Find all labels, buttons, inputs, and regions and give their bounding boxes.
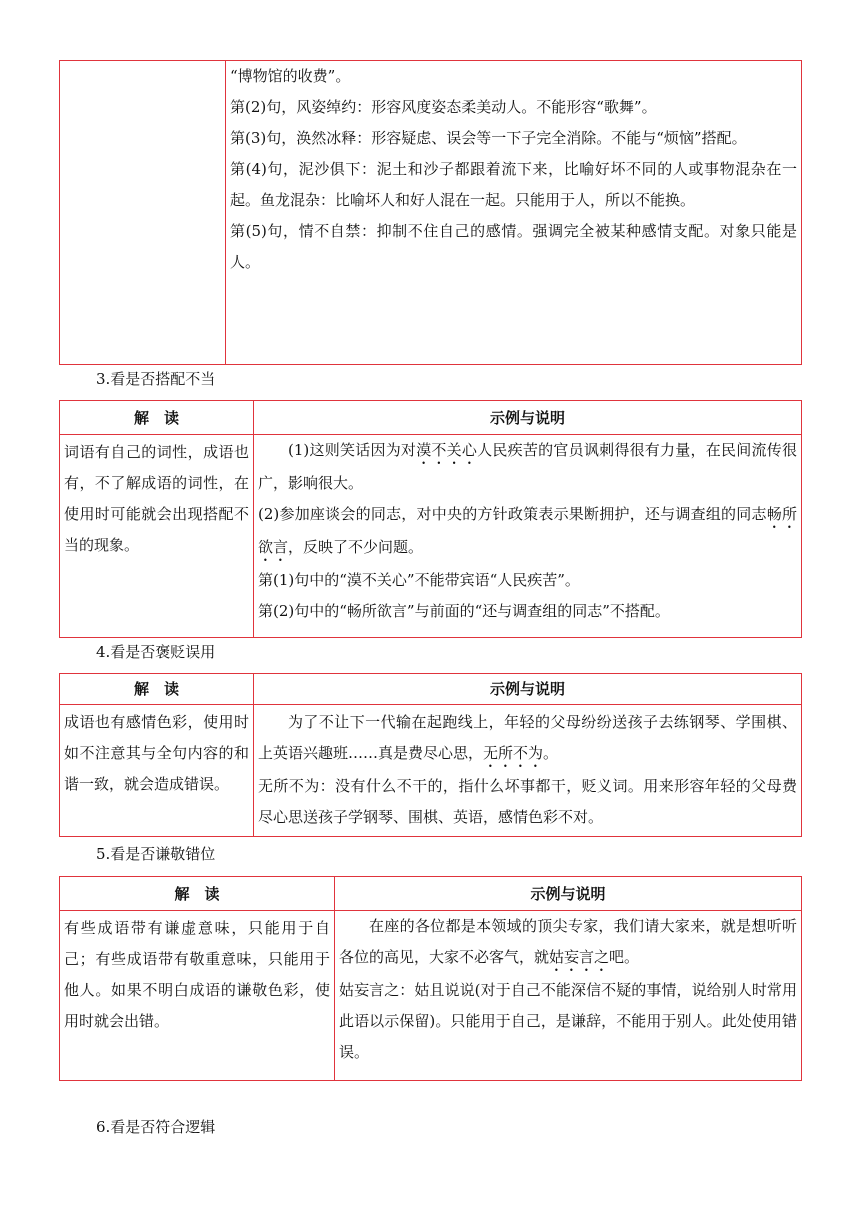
empty-cell	[60, 61, 226, 365]
explanation-line: 无所不为：没有什么不干的，指什么坏事都干，贬义词。用来形容年轻的父母费尽心思送孩子学钢琴、围棋、英语，感情色彩不对。	[258, 777, 797, 826]
table-idiom-explanations-continued	[59, 60, 802, 365]
reading-text: 成语也有感情色彩，使用时如不注意其与全句内容的和谐一致，就会造成错误。	[64, 713, 249, 793]
col-header-reading: 解 读	[60, 877, 335, 911]
explanation-line: 第(1)句中的“漠不关心”不能带宾语“人民疾苦”。	[258, 571, 580, 589]
emphasized-idiom: 姑妄言之	[549, 948, 610, 966]
emphasized-idiom: 畅所欲言	[258, 505, 797, 556]
explanation-line: 第(4)句，泥沙俱下：泥土和沙子都跟着流下来，比喻好坏不同的人或事物混杂在一起。鱼龙混杂：比喻坏人和好人混在一起。只能用于人，所以不能换。	[230, 160, 797, 209]
example-cell	[335, 911, 802, 1081]
section-heading: 6.看是否符合逻辑	[96, 1118, 216, 1136]
reading-cell	[60, 705, 254, 837]
explanation-line: 姑妄言之：姑且说说(对于自己不能深信不疑的事情，说给别人时常用此语以示保留)。只能用于自己，是谦辞，不能用于别人。此处使用错误。	[339, 981, 797, 1061]
explanation-line: 第(2)句，风姿绰约：形容风度姿态柔美动人。不能形容“歌舞”。	[230, 98, 657, 116]
table-collocation	[59, 400, 802, 638]
table-modesty-respect	[59, 876, 802, 1081]
example-cell	[254, 435, 802, 638]
col-header-reading: 解 读	[60, 401, 254, 435]
reading-text: 词语有自己的词性，成语也有，不了解成语的词性，在使用时可能就会出现搭配不当的现象。	[64, 443, 249, 554]
explanation-line: “博物馆的收费”。	[230, 67, 351, 85]
section-heading: 5.看是否谦敬错位	[96, 845, 216, 863]
section-heading: 3.看是否搭配不当	[96, 370, 216, 388]
explanation-line: 第(5)句，情不自禁：抑制不住自己的感情。强调完全被某种感情支配。对象只能是人。	[230, 222, 797, 271]
col-header-reading: 解 读	[60, 674, 254, 705]
explanation-line: 第(2)句中的“畅所欲言”与前面的“还与调查组的同志”不搭配。	[258, 602, 670, 620]
example-sentence: 为了不让下一代输在起跑线上，年轻的父母纷纷送孩子去练钢琴、学围棋、上英语兴趣班……真是费尽心思，无所不为。	[258, 713, 797, 762]
col-header-example: 示例与说明	[254, 401, 802, 435]
col-header-example: 示例与说明	[254, 674, 802, 705]
section-heading: 4.看是否褒贬误用	[96, 643, 216, 661]
col-header-example: 示例与说明	[335, 877, 802, 911]
emphasized-idiom: 漠不关心	[416, 441, 478, 459]
explanation-line: 第(3)句，涣然冰释：形容疑虑、误会等一下子完全消除。不能与“烦恼”搭配。	[230, 129, 747, 147]
table-sentiment	[59, 673, 802, 837]
reading-cell	[60, 435, 254, 638]
example-sentence: (1)这则笑话因为对漠不关心人民疾苦的官员讽刺得很有力量，在民间流传很广，影响很大。	[258, 441, 797, 492]
reading-text: 有些成语带有谦虚意味，只能用于自己；有些成语带有敬重意味，只能用于他人。如果不明白成语的谦敬色彩，使用时就会出错。	[64, 919, 330, 1030]
explanation-cell	[226, 61, 802, 365]
emphasized-idiom: 无所不为	[483, 744, 544, 762]
example-sentence: 在座的各位都是本领域的顶尖专家，我们请大家来，就是想听听各位的高见，大家不必客气，就姑妄言之吧。	[339, 917, 797, 966]
example-cell	[254, 705, 802, 837]
reading-cell	[60, 911, 335, 1081]
example-sentence: (2)参加座谈会的同志，对中央的方针政策表示果断拥护，还与调查组的同志畅所欲言，反映了不少问题。	[258, 505, 797, 556]
